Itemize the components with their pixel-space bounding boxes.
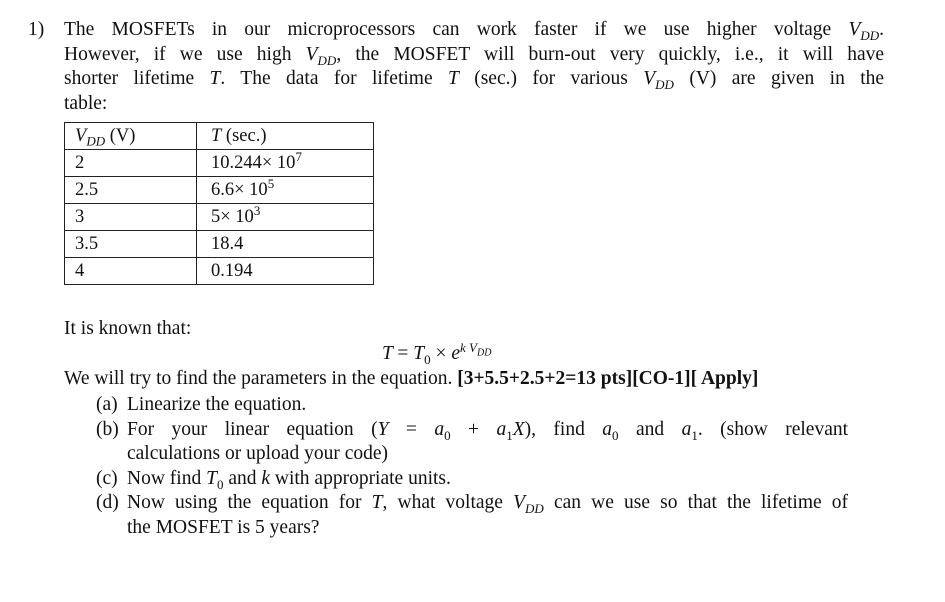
question-line-4: table: [64,92,108,114]
table-cell-vdd: 2 [65,150,197,177]
table-cell-t: $6.6\times 10^5$ [197,177,374,204]
question-line-1: The MOSFETs in our microprocessors can work faster if we use higher voltage $V_{DD}$. [64,19,885,43]
table-header-row [65,123,374,150]
table-row [65,150,374,177]
table-cell-vdd: 3 [65,204,197,231]
table-row [65,258,374,285]
known-text: It is known that: [64,318,192,339]
question-parts [96,393,848,540]
table-row [65,204,374,231]
table-cell-t: $5\times 10^3$ [197,204,374,231]
table-cell-t: 0.194 [197,258,374,285]
part-c: (c) Now find $T_0$ and k with appropriate units. [96,467,451,492]
instruction-line: We will try to find the parameters in the equation. [3+5.5+2.5+2=13 pts][CO-1][ Apply] [64,368,759,389]
part-b: (b) For your linear equation $(Y = a_0 + a_1X)$, find $a_0$ and $a_1$. (show relevant calculations or upload your code) [96,418,849,464]
table-header-t: T (sec.) [197,123,374,150]
part-a: (a) Linearize the equation. [96,394,307,415]
points-badge: [3+5.5+2.5+2=13 pts][CO-1][ Apply] [457,368,759,389]
question-text [64,18,884,116]
table-header-vdd: $V_{DD}$ (V) [65,123,197,150]
table-cell-t: $10.244\times 10^7$ [197,150,374,177]
lifetime-equation: $T = T_0 \times e^{k V_{DD}}$ [382,339,492,367]
question-line-3: shorter lifetime T. The data for lifetime T (sec.) for various $V_{DD}$ (V) are given in the [64,68,885,92]
table-cell-vdd: 4 [65,258,197,285]
table-row [65,177,374,204]
table-cell-vdd: 3.5 [65,231,197,258]
question-number: 1) [28,19,45,40]
table-cell-t: 18.4 [197,231,374,258]
part-d: (d) Now using the equation for T, what voltage $V_{DD}$ can we use so that the lifetime of the MOSFET is 5 years? [96,492,849,538]
table-row [65,231,374,258]
question-line-2: However, if we use high $V_{DD}$, the MOSFET will burn-out very quickly, i.e., it will have [64,43,885,68]
table-cell-vdd: 2.5 [65,177,197,204]
data-table [64,122,374,285]
